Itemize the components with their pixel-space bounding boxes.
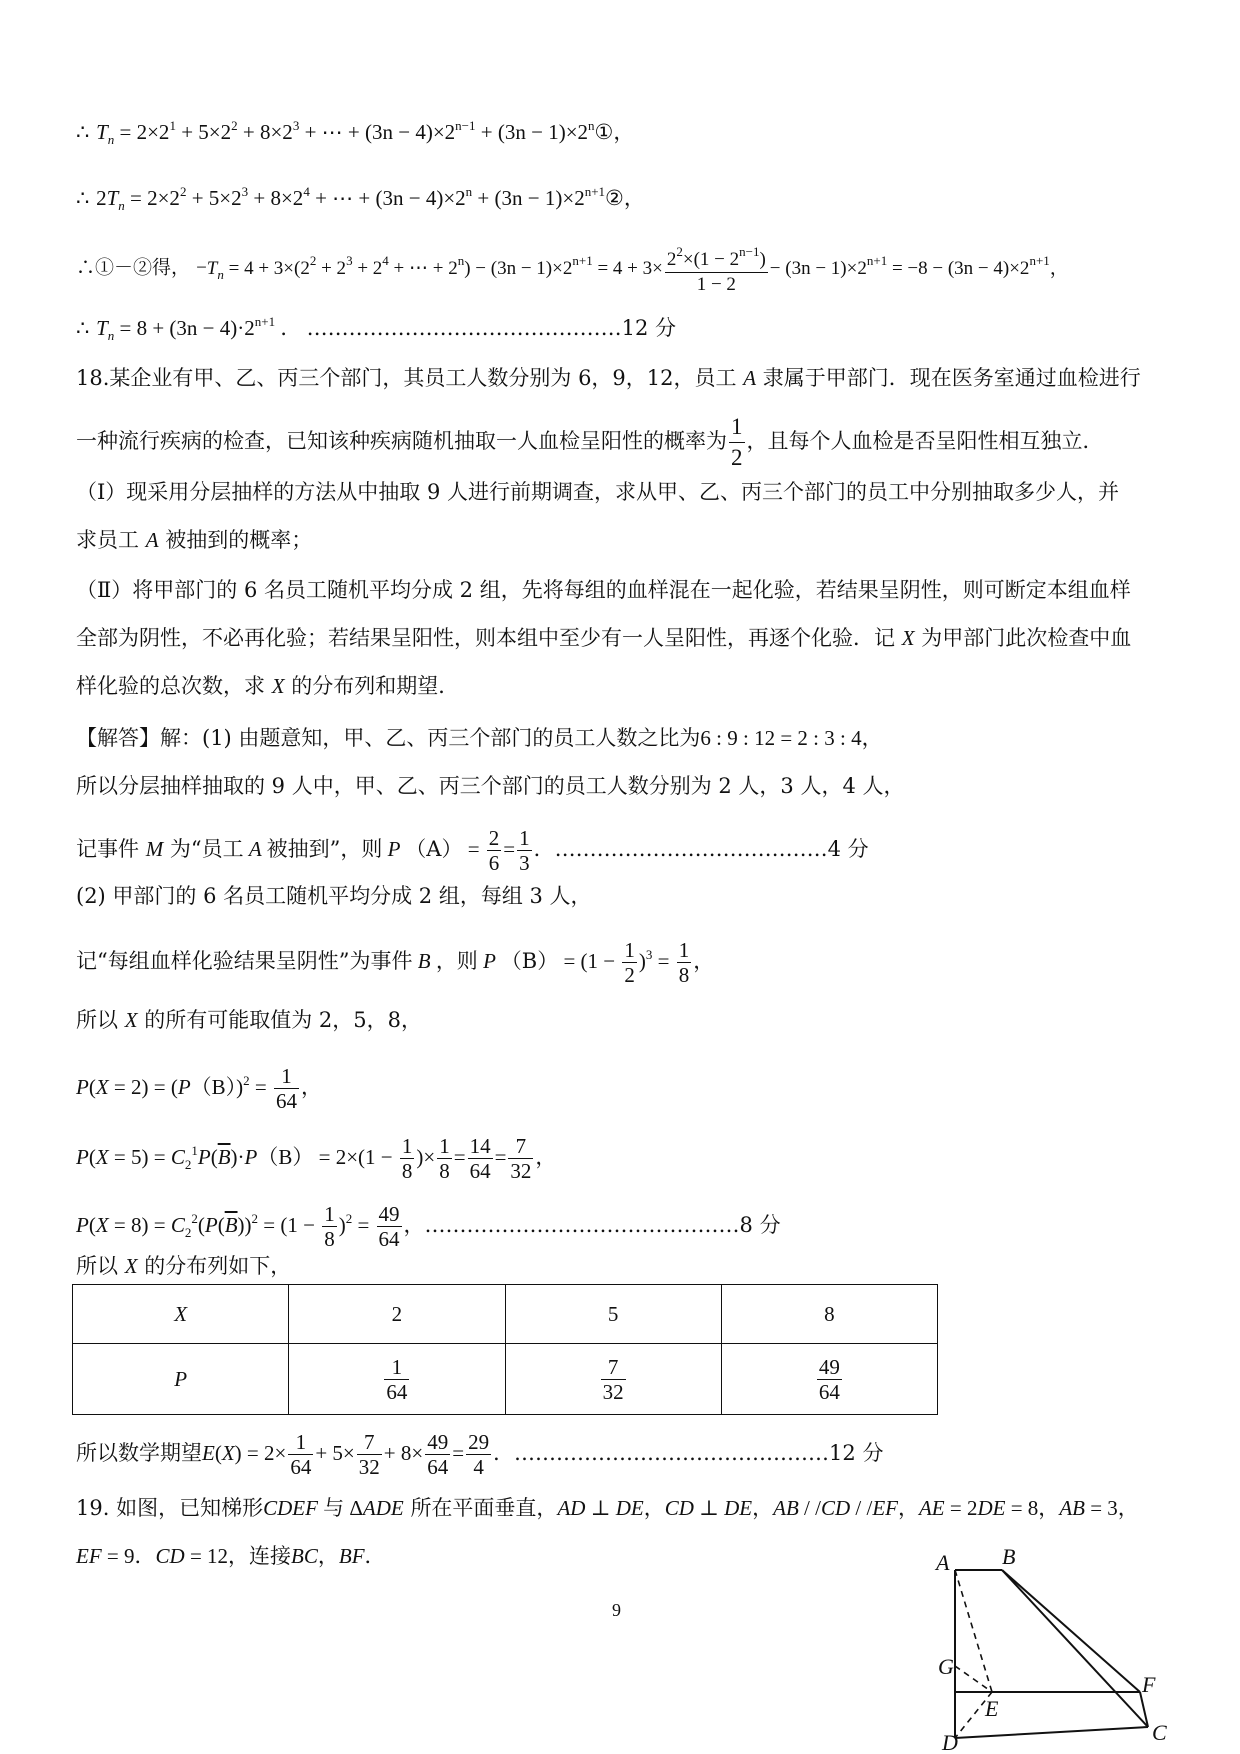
label-c: C [1152,1720,1167,1745]
table-cell: $\frac{1}{64}$ [289,1344,505,1415]
edge-ge [955,1666,992,1692]
label-f: F [1142,1672,1156,1697]
edge-ae [955,1570,992,1692]
prob-x2: $P(X = 2) = (P(B))^2$ = $\frac{1}{64}$ ， [76,1064,323,1113]
table-cell: 8 [721,1285,937,1344]
table-header-x: X [73,1285,289,1344]
table-cell: $\frac{49}{64}$ [721,1344,937,1415]
answer-line1: 【解答】解：(1) 由题意知，甲、乙、丙三个部门的员工人数之比为6 : 9 : 12 = 2 : 3 : 4， [76,726,883,750]
q19-line2: EF = 9．CD = 12，连接BC，BF． [76,1544,386,1568]
q19-line1: 19. 如图，已知梯形CDEF 与 ΔADE 所在平面垂直，AD ⊥ DE，CD ⊥ DE，AB / /CD / /EF，AE = 2DE = 8，AB = 3， [76,1496,1139,1520]
table-row [73,1285,938,1344]
page-number: 9 [612,1600,621,1620]
equation-subtract: ∴①－②得， $-T_n = 4 + 3\times(2^2 + 2^3 + 2^4$ + ⋯ + $2^n) - (3n - 1)\times 2^{n+1} = 4 + 3\times$ $\frac{2^2\times(1 - 2^{n-1})}{1 - 2}$ − $(3n - 1)\times 2^{n+1} = -8 - (3n - 4)\times 2^{n+1}$， [76,240,1069,297]
answer-line4: (2) 甲部门的 6 名员工随机平均分成 2 组，每组 3 人， [76,884,592,908]
table-row [73,1344,938,1415]
prob-x5: $P(X = 5) = C_2^1P(\overline{B})\cdot P(B) = 2\times(1$ − $\frac{1}{8}$ )× $\frac{1}{8}$ = $\frac{14}{64}$ = $\frac{7}{32}$ ， [76,1134,557,1183]
answer-line2: 所以分层抽样抽取的 9 人中，甲、乙、丙三个部门的员工人数分别为 2 人，3 人，4 人， [76,774,905,798]
distribution-table [72,1284,938,1415]
label-e: E [985,1696,999,1721]
q18-part1-line2: 求员工 A 被抽到的概率； [76,528,313,552]
edge-bc [1002,1570,1148,1727]
q18-line1: 18.某企业有甲、乙、丙三个部门，其员工人数分别为 6，9，12，员工 A 隶属于甲部门．现在医务室通过血检进行 [76,366,1141,390]
answer-line5: 记“每组血样化验结果呈阴性”为事件 B ，则 P （B） = (1 − $\frac{1}{2}$ )$^3$ = $\frac{1}{8}$ ， [76,938,715,987]
trapezoid-figure [930,1540,1170,1750]
equation-tn: ∴ $T_n = 2\times 2^1 + 5\times 2^2 + 8\times 2^3$ + ⋯ + $(3n - 4)\times 2^{n-1} + (3n$ − $1)\times 2^n①$， [76,118,635,147]
expectation-line: 所以数学期望E(X) = 2× $\frac{1}{64}$ + 5× $\frac{7}{32}$ + 8× $\frac{49}{64}$ = $\frac{29}{4}$ ．………………………………………12 分 [76,1430,884,1479]
q18-part1-line1: （Ⅰ）现采用分层抽样的方法从中抽取 9 人进行前期调查，求从甲、乙、丙三个部门的员工中分别抽取多少人，并 [76,480,1120,504]
dist-intro: 所以 X 的分布列如下， [76,1254,292,1278]
q18-line2: 一种流行疾病的检查，已知该种疾病随机抽取一人血检呈阳性的概率为 $\frac{1}{2}$ ，且每个人血检是否呈阳性相互独立． [76,414,1104,470]
label-b: B [1002,1544,1016,1569]
answer-line6: 所以 X 的所有可能取值为 2，5，8， [76,1008,422,1032]
q18-part2-line1: （Ⅱ）将甲部门的 6 名员工随机平均分成 2 组，先将每组的血样混在一起化验，若结果呈阴性，则可断定本组血样 [76,578,1131,602]
label-g: G [938,1654,954,1679]
table-cell: $\frac{7}{32}$ [505,1344,721,1415]
table-cell: 5 [505,1285,721,1344]
equation-tn-result: ∴ $T_n = 8 + (3n - 4)\cdot 2^{n+1}$ ． ………………………………………12 分 [76,314,677,343]
label-d: D [942,1730,958,1750]
equation-2tn: ∴ $2T_n = 2\times 2^2 + 5\times 2^3 + 8\times 2^4$ + ⋯ + $(3n - 4)\times 2^n + (3n$ − $1)\times 2^{n+1}②$， [76,184,645,213]
q18-part2-line2: 全部为阴性，不必再化验；若结果呈阳性，则本组中至少有一人呈阳性，再逐个化验．记 X 为甲部门此次检查中血 [76,626,1132,650]
prob-x8: $P(X = 8) = C_2^2(P(\overline{B}))^2 = (1$ − $\frac{1}{8}$ )$^2$ = $\frac{49}{64}$ ，………………………………………8 分 [76,1202,781,1251]
answer-line3: 记事件 M 为“员工 A 被抽到”，则 P （A） = $\frac{2}{6}$ = $\frac{1}{3}$ ．…………………………………4 分 [76,826,869,875]
edge-bf [1002,1570,1140,1692]
table-cell: 2 [289,1285,505,1344]
table-header-p: P [73,1344,289,1415]
label-a: A [936,1550,950,1575]
q18-part2-line3: 样化验的总次数，求 X 的分布列和期望． [76,674,460,698]
edge-dc [955,1727,1148,1738]
